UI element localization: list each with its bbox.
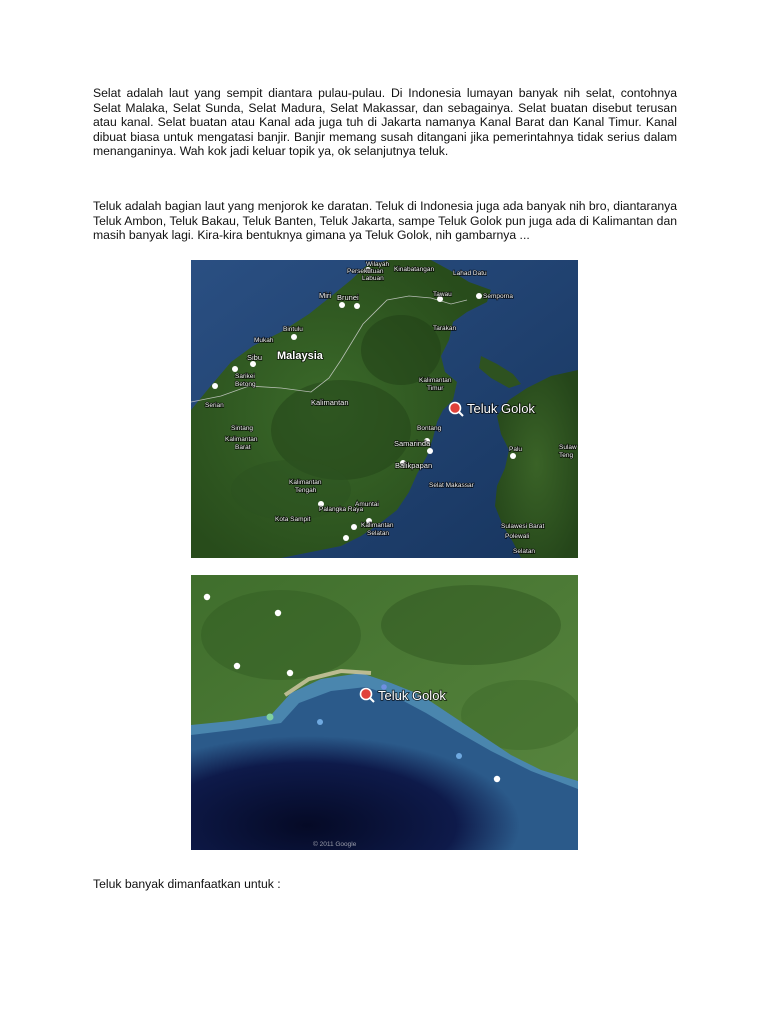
- city-dot: [351, 524, 357, 530]
- city-dot: [232, 366, 238, 372]
- label-semporna: Semporna: [483, 293, 513, 300]
- label-palangka-raya: Palangka Raya: [319, 506, 364, 513]
- marker-dot: [267, 714, 274, 721]
- label-sarikei: Sarikei: [235, 373, 255, 380]
- city-dot: [427, 448, 433, 454]
- label-polewali: Polewali: [505, 533, 530, 540]
- paragraph-manfaat: Teluk banyak dimanfaatkan untuk :: [93, 877, 281, 891]
- marker-dot: [456, 753, 462, 759]
- label-teluk-golok: Teluk Golok: [467, 401, 535, 416]
- label-palu: Palu: [509, 446, 523, 453]
- label-sibu: Sibu: [247, 353, 263, 362]
- label-bintulu: Bintulu: [283, 326, 303, 333]
- label-kinabatangan: Kinabatangan: [394, 266, 435, 273]
- marker-dot: [317, 719, 323, 725]
- map-kalimantan-overview: [191, 260, 578, 558]
- label-teluk-golok: Teluk Golok: [378, 688, 446, 703]
- label-selat-makassar: Selat Makassar: [429, 482, 474, 489]
- label-mukah: Mukah: [254, 337, 274, 344]
- label-kalteng-1: Kalimantan: [289, 479, 322, 486]
- label-kalbar-1: Kalimantan: [225, 436, 258, 443]
- label-tawau: Tawau: [433, 291, 452, 298]
- label-bontang: Bontang: [417, 425, 442, 432]
- map-teluk-golok-detail: [191, 575, 578, 850]
- label-persekutuan: Persekutuan: [347, 268, 384, 275]
- terrain-shade: [361, 315, 441, 385]
- city-dot: [212, 383, 218, 389]
- label-miri: Miri: [319, 291, 332, 300]
- label-tarakan: Tarakan: [433, 325, 457, 332]
- label-labuan: Labuan: [362, 275, 384, 282]
- label-selatan: Selatan: [513, 548, 536, 555]
- place-dot: [234, 663, 240, 669]
- label-kalsel-1: Kalimantan: [361, 522, 394, 529]
- city-dot: [291, 334, 297, 340]
- label-sulbar: Sulawesi Barat: [501, 523, 545, 530]
- label-kalbar-2: Barat: [235, 444, 251, 451]
- label-samarinda: Samarinda: [394, 439, 431, 448]
- place-dot: [287, 670, 293, 676]
- terrain-shade: [201, 590, 361, 680]
- label-kalsel-2: Selatan: [367, 530, 390, 537]
- label-malaysia: Malaysia: [277, 350, 323, 362]
- label-sintang: Sintang: [231, 425, 254, 432]
- paragraph-selat: Selat adalah laut yang sempit diantara pulau-pulau. Di Indonesia lumayan banyak nih selat, contohnya Selat Malaka, Selat Sunda, Selat Madura, Selat Makassar, dan sebagainya. Selat buatan disebut terusan atau kanal. Selat buatan atau Kanal ada juga tuh di Jakarta namanya Kanal Barat dan Kanal Timur. Kanal dibuat biasa untuk mengatasi banjir. Banjir memang susah ditangani jika pemerintahnya tidak serius dalam menanganinya. Wah kok jadi keluar topik ya, ok selanjutnya teluk.: [93, 86, 677, 159]
- city-dot: [354, 303, 360, 309]
- city-dot: [343, 535, 349, 541]
- label-amuntai: Amuntai: [355, 501, 379, 508]
- city-dot: [510, 453, 516, 459]
- label-wilayah: Wilayah: [366, 261, 390, 268]
- map-copyright: © 2011 Google: [313, 841, 357, 848]
- paragraph-teluk: Teluk adalah bagian laut yang menjorok ke daratan. Teluk di Indonesia juga ada banyak nih bro, diantaranya Teluk Ambon, Teluk Bakau, Teluk Banten, Teluk Jakarta, sampe Teluk Golok pun juga ada di Kalimantan dan masih banyak lagi. Kira-kira bentuknya gimana ya Teluk Golok, nih gambarnya ...: [93, 199, 677, 243]
- label-balikpapan: Balikpapan: [395, 461, 433, 470]
- label-kaltim-2: Timur: [427, 385, 444, 392]
- place-dot: [204, 594, 210, 600]
- label-sulawesi-2: Teng: [559, 452, 574, 459]
- place-dot: [275, 610, 281, 616]
- label-kalteng-2: Tengah: [295, 487, 317, 494]
- city-dot: [476, 293, 482, 299]
- label-brunei: Brunei: [337, 293, 359, 302]
- place-dot: [494, 776, 500, 782]
- label-kalimantan: Kalimantan: [311, 398, 349, 407]
- city-dot: [339, 302, 345, 308]
- label-lahad-datu: Lahad Datu: [453, 270, 487, 277]
- label-kaltim-1: Kalimantan: [419, 377, 452, 384]
- label-betong: Betong: [235, 381, 256, 388]
- label-kota-sampit: Kota Sampit: [275, 516, 311, 523]
- label-serian: Serian: [205, 402, 224, 409]
- label-sulawesi-1: Sulaw: [559, 444, 577, 451]
- terrain-shade: [381, 585, 561, 665]
